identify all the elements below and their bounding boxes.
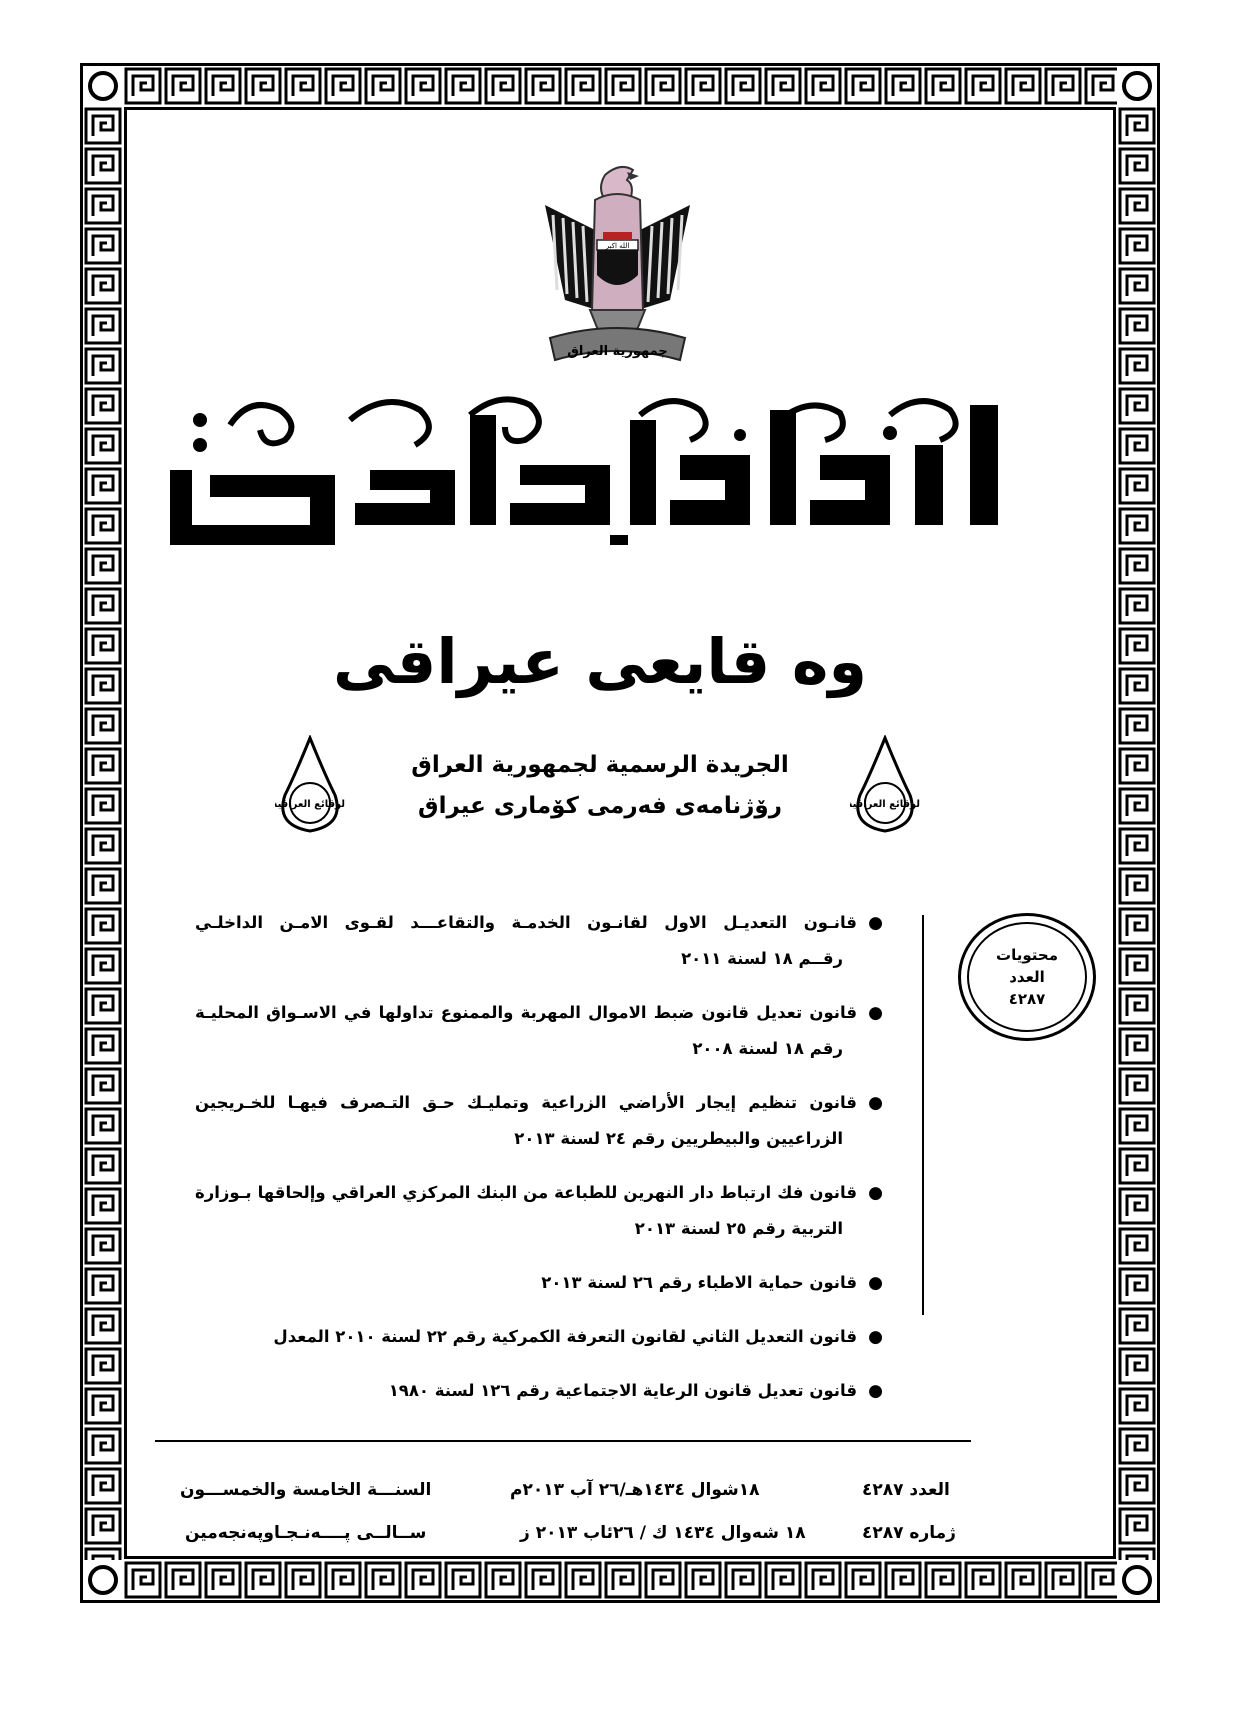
item-text: قانون تعديل قانون ضبط الاموال المهربة والممنوع تداولها في الاسـواق المحليـة <box>195 1003 857 1022</box>
item-text: قانون حماية الاطباء رقم ٢٦ لسنة ٢٠١٣ <box>541 1273 857 1292</box>
contents-badge <box>958 913 1096 1041</box>
footer-divider <box>155 1440 971 1442</box>
badge-line: ٤٢٨٧ <box>1008 990 1046 1008</box>
bullet-icon: ● <box>868 1381 883 1401</box>
kurdish-title: وه قايعى عيراقى <box>333 625 867 698</box>
logo-text: الوقائع العراقية <box>275 799 345 810</box>
item-text-cont: التربية رقم ٢٥ لسنة ٢٠١٣ <box>634 1219 843 1238</box>
newspaper-logo-icon <box>850 735 920 835</box>
list-item <box>195 1373 885 1409</box>
list-item <box>195 1085 885 1157</box>
bullet-icon: ● <box>868 1003 883 1023</box>
list-item <box>195 1175 885 1247</box>
item-text: قانـون التعديـل الاول لقانـون الخدمـة والتقاعـــد لقـوى الامـن الداخلـي <box>195 913 857 932</box>
bullet-icon: ● <box>868 913 883 933</box>
list-item <box>195 995 885 1067</box>
bullet-icon: ● <box>868 1273 883 1293</box>
border-left <box>83 106 123 1560</box>
bullet-icon: ● <box>868 1093 883 1113</box>
item-text: قانون فك ارتباط دار النهرين للطباعة من البنك المركزي العراقي وإلحاقها بـوزارة <box>195 1183 857 1202</box>
badge-line: العدد <box>1009 968 1045 986</box>
contents-list <box>195 905 885 1427</box>
kurdish-subtitle: رۆژنامەی فەرمی کۆماری عیراق <box>418 793 782 819</box>
item-text: قانون تنظيم إيجار الأراضي الزراعية وتمليـك حـق التـصرف فيهـا للخـريجين <box>195 1093 857 1112</box>
issue-date-kurdish: ١٨ شەوال ١٤٣٤ ك / ٢٦ئاب ٢٠١٣ ز <box>520 1523 806 1543</box>
contents-divider <box>922 915 924 1315</box>
emblem-banner: جمهورية العراق <box>567 344 668 359</box>
emblem-motto: الله اكبر <box>605 242 630 250</box>
bullet-icon: ● <box>868 1183 883 1203</box>
logo-text: الوقائع العراقية <box>850 799 920 810</box>
publication-year: السنـــة الخامسة والخمســـون <box>180 1480 432 1500</box>
border-bottom <box>123 1560 1117 1600</box>
border-right <box>1117 106 1157 1560</box>
issue-date: ١٨شوال ١٤٣٤هـ/٢٦ آب ٢٠١٣م <box>510 1480 760 1500</box>
list-item <box>195 1319 885 1355</box>
newspaper-logo-icon <box>275 735 345 835</box>
masthead-title <box>170 385 1050 570</box>
item-text-cont: رقــم ١٨ لسنة ٢٠١١ <box>681 949 843 968</box>
badge-line: محتويات <box>996 946 1058 964</box>
issue-number-kurdish: ژماره ٤٢٨٧ <box>862 1523 956 1543</box>
corner-ornament <box>83 66 123 106</box>
corner-ornament <box>1117 66 1157 106</box>
list-item <box>195 1265 885 1301</box>
list-item <box>195 905 885 977</box>
item-text: قانون التعديل الثاني لقانون التعرفة الكمركية رقم ٢٢ لسنة ٢٠١٠ المعدل <box>273 1327 857 1346</box>
corner-ornament <box>1117 1560 1157 1600</box>
item-text-cont: رقم ١٨ لسنة ٢٠٠٨ <box>692 1039 843 1058</box>
eagle-emblem-icon <box>535 160 700 370</box>
publication-year-kurdish: ســالــى پــــەنـجـاوپەنجەمين <box>185 1523 427 1543</box>
border-top <box>123 66 1117 106</box>
item-text: قانون تعديل قانون الرعاية الاجتماعية رقم ١٢٦ لسنة ١٩٨٠ <box>388 1381 857 1400</box>
issue-number: العدد ٤٢٨٧ <box>862 1480 950 1500</box>
arabic-subtitle: الجريدة الرسمية لجمهورية العراق <box>411 752 789 778</box>
item-text-cont: الزراعيين والبيطريين رقم ٢٤ لسنة ٢٠١٣ <box>514 1129 843 1148</box>
bullet-icon: ● <box>868 1327 883 1347</box>
corner-ornament <box>83 1560 123 1600</box>
